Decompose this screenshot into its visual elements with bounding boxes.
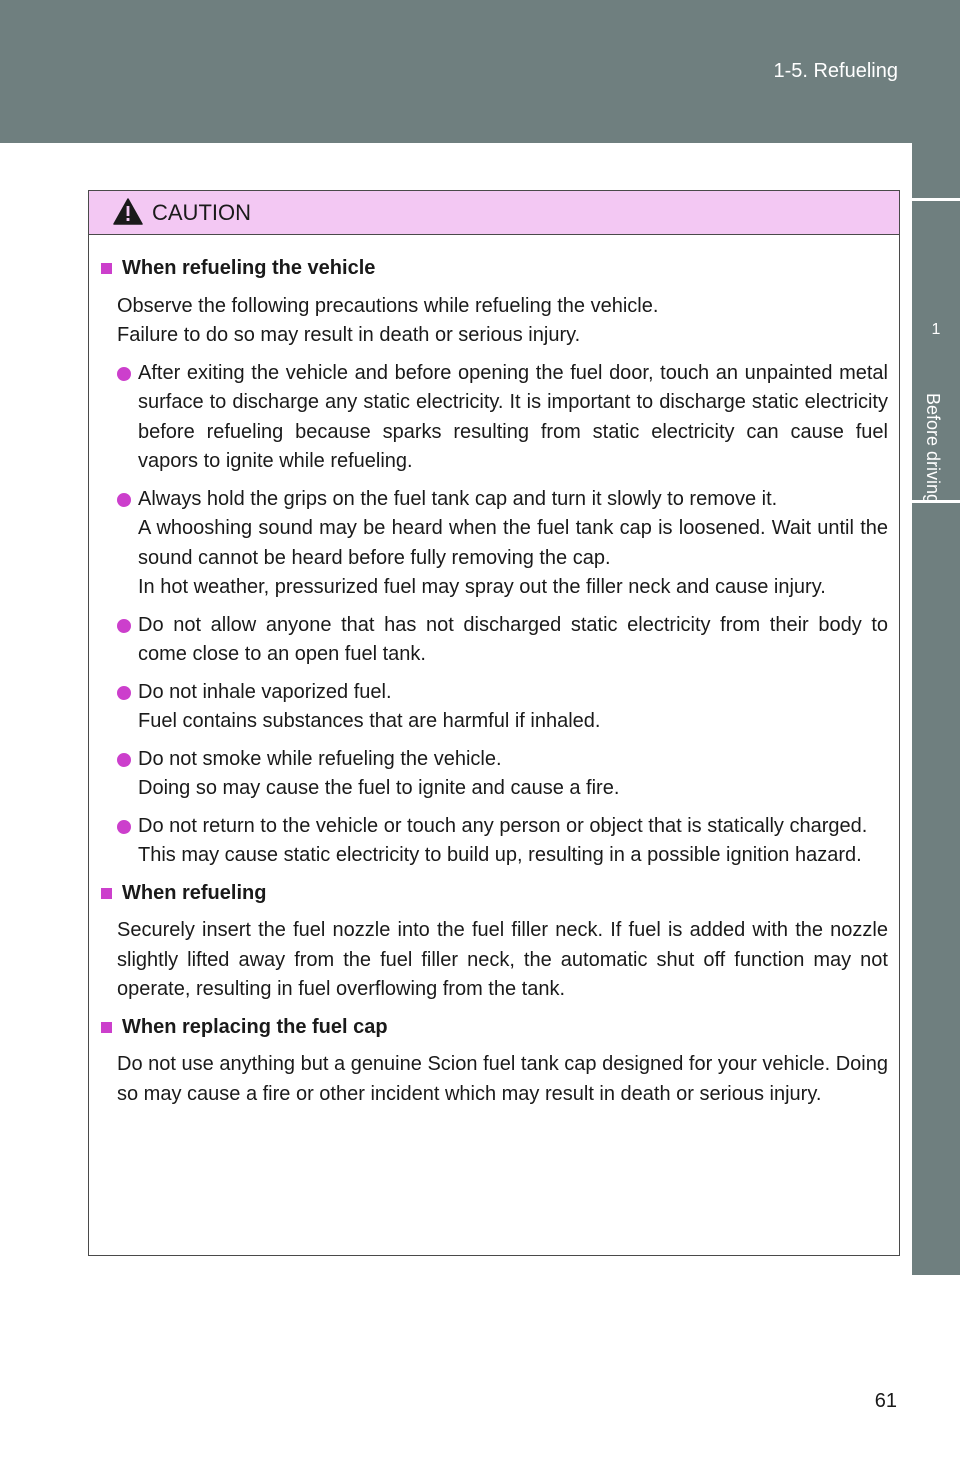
- round-bullet-icon: [117, 686, 131, 700]
- caution-header: [89, 191, 899, 235]
- list-item: After exiting the vehicle and before opening the fuel door, touch an unpainted metal surface to discharge any static electricity. It is important to discharge static electricity before refueling because sparks resulting from static electricity can cause fuel vapors to ignite while refueling.: [101, 359, 888, 477]
- warning-triangle-icon: [113, 198, 143, 225]
- section-heading: When replacing the fuel cap: [101, 1013, 888, 1043]
- caution-box: [88, 190, 900, 1256]
- square-bullet-icon: [101, 1022, 112, 1033]
- section-intro: Observe the following precautions while refueling the vehicle. Failure to do so may result in death or serious injury.: [117, 294, 659, 346]
- list-item: Do not inhale vaporized fuel. Fuel contains substances that are harmful if inhaled.: [101, 678, 888, 737]
- section-text: Securely insert the fuel nozzle into the fuel filler neck. If fuel is added with the nozzle slightly lifted away from the fuel filler neck, the automatic shut off function may not operate, resulting in fuel overflowing from the tank.: [117, 919, 888, 1000]
- round-bullet-icon: [117, 493, 131, 507]
- round-bullet-icon: [117, 820, 131, 834]
- round-bullet-icon: [117, 367, 131, 381]
- section-heading: When refueling the vehicle: [101, 254, 888, 284]
- page-number: 61: [874, 1390, 897, 1412]
- chapter-number: 1: [931, 321, 941, 338]
- list-item: Always hold the grips on the fuel tank cap and turn it slowly to remove it. A whooshing sound may be heard when the fuel tank cap is loosened. Wait until the sound cannot be heard before fully removing the cap. In hot weather, pressurized fuel may spray out the filler neck and cause injury.: [101, 485, 888, 603]
- round-bullet-icon: [117, 753, 131, 767]
- caution-content: [89, 235, 899, 1109]
- round-bullet-icon: [117, 619, 131, 633]
- page-header: [0, 0, 960, 143]
- list-item: Do not allow anyone that has not discharged static electricity from their body to come close to an open fuel tank.: [101, 611, 888, 670]
- section-heading: When refueling: [101, 879, 888, 909]
- list-item: Do not smoke while refueling the vehicle. Doing so may cause the fuel to ignite and cause a fire.: [101, 745, 888, 804]
- chapter-side-tab: [912, 143, 960, 1275]
- square-bullet-icon: [101, 888, 112, 899]
- section-text: Do not use anything but a genuine Scion fuel tank cap designed for your vehicle. Doing so may cause a fire or other incident which may result in death or serious injury.: [117, 1053, 888, 1105]
- caution-title: CAUTION: [152, 200, 251, 225]
- list-item: Do not return to the vehicle or touch any person or object that is statically charged. This may cause static electricity to build up, resulting in a possible ignition hazard.: [101, 812, 888, 871]
- section-title: 1-5. Refueling: [773, 60, 898, 82]
- chapter-label: Before driving: [923, 393, 943, 505]
- square-bullet-icon: [101, 263, 112, 274]
